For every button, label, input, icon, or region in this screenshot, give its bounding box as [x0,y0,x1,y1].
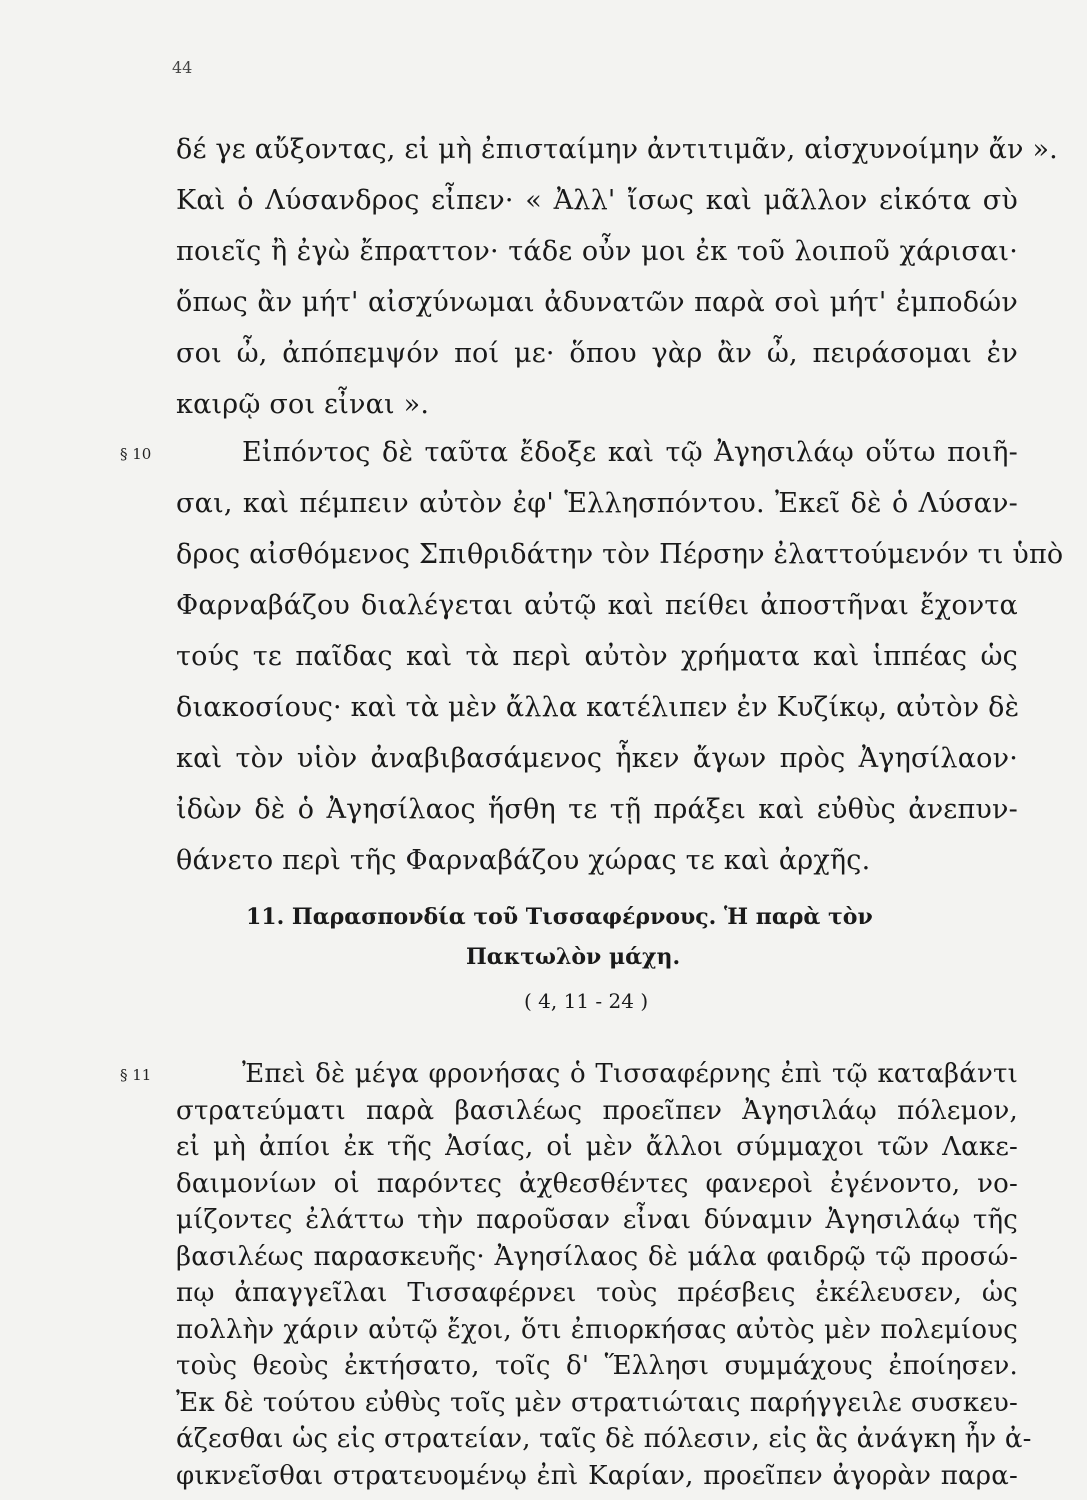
page-number: 44 [172,58,193,77]
chapter-reference: ( 4, 11 - 24 ) [524,989,649,1013]
chapter-heading: 11. Παρασπονδία τοῦ Τισσαφέρνους. Ἡ παρὰ τὸν [246,904,873,930]
text-line: εἰ μὴ ἀπίοι ἐκ τῆς Ἀσίας, οἱ μὲν ἄλλοι σύμμαχοι τῶν Λακε- [176,1132,1018,1162]
text-line: ποιεῖς ἢ ἐγὼ ἔπραττον· τάδε οὖν μοι ἐκ τοῦ λοιποῦ χάρισαι· [176,236,1018,267]
text-line: Φαρναβάζου διαλέγεται αὐτῷ καὶ πείθει ἀποστῆναι ἔχοντα [176,590,1018,621]
text-line: στρατεύματι παρὰ βασιλέως προεῖπεν Ἀγησιλάῳ πόλεμον, [176,1095,1018,1126]
text-line: Εἰπόντος δὲ ταῦτα ἔδοξε καὶ τῷ Ἀγησιλάῳ οὕτω ποιῆ- [242,437,1018,468]
section-mark: § 10 [120,445,152,463]
text-line: καὶ τὸν υἱὸν ἀναβιβασάμενος ἧκεν ἄγων πρὸς Ἀγησίλαον· [176,743,1018,774]
text-line: φικνεῖσθαι στρατευομένῳ ἐπὶ Καρίαν, προεῖπεν ἀγορὰν παρα- [176,1460,1018,1491]
text-line: ὅπως ἂν μήτ' αἰσχύνωμαι ἀδυνατῶν παρὰ σοὶ μήτ' ἐμποδών [176,287,1018,318]
chapter-heading-continued: Πακτωλὸν μάχη. [466,944,681,970]
text-line: σαι, καὶ πέμπειν αὐτὸν ἐφ' Ἑλλησπόντου. Ἐκεῖ δὲ ὁ Λύσαν- [176,488,1018,519]
text-line: δέ γε αὔξοντας, εἰ μὴ ἐπισταίμην ἀντιτιμᾶν, αἰσχυνοίμην ἄν ». [176,134,1058,165]
text-line: δρος αἰσθόμενος Σπιθριδάτην τὸν Πέρσην ἐλαττούμενόν τι ὑπὸ [176,539,1064,570]
text-line: θάνετο περὶ τῆς Φαρναβάζου χώρας τε καὶ ἀρχῆς. [176,845,871,876]
text-line: σοι ὦ, ἀπόπεμψόν ποί με· ὅπου γὰρ ἂν ὦ, πειράσομαι ἐν [176,338,1018,369]
text-line: τούς τε παῖδας καὶ τὰ περὶ αὐτὸν χρήματα καὶ ἱππέας ὡς [176,641,1018,672]
text-line: Ἐκ δὲ τούτου εὐθὺς τοῖς μὲν στρατιώταις παρήγγειλε συσκευ- [176,1387,1018,1418]
text-line: καιρῷ σοι εἶναι ». [176,389,430,420]
text-line: πολλὴν χάριν αὐτῷ ἔχοι, ὅτι ἐπιορκήσας αὐτὸς μὲν πολεμίους [176,1314,1018,1345]
text-line: διακοσίους· καὶ τὰ μὲν ἄλλα κατέλιπεν ἐν Κυζίκῳ, αὐτὸν δὲ [176,692,1020,723]
text-line: Καὶ ὁ Λύσανδρος εἶπεν· « Ἀλλ' ἴσως καὶ μᾶλλον εἰκότα σὺ [176,185,1018,216]
text-line: μίζοντες ἐλάττω τὴν παροῦσαν εἶναι δύναμιν Ἀγησιλάῳ τῆς [176,1205,1018,1235]
text-line: βασιλέως παρασκευῆς· Ἀγησίλαος δὲ μάλα φαιδρῷ τῷ προσώ- [176,1241,1018,1272]
text-line: πῳ ἀπαγγεῖλαι Τισσαφέρνει τοὺς πρέσβεις ἐκέλευσεν, ὡς [176,1278,1018,1308]
section-mark: § 11 [120,1066,152,1084]
text-line: άζεσθαι ὡς εἰς στρατείαν, ταῖς δὲ πόλεσιν, εἰς ἃς ἀνάγκη ἦν ἀ- [176,1424,1032,1454]
text-line: Ἐπεὶ δὲ μέγα φρονήσας ὁ Τισσαφέρνης ἐπὶ τῷ καταβάντι [242,1059,1018,1089]
text-line: τοὺς θεοὺς ἐκτήσατο, τοῖς δ' Ἕλλησι συμμάχους ἐποίησεν. [176,1351,1018,1381]
text-line: δαιμονίων οἱ παρόντες ἀχθεσθέντες φανεροὶ ἐγένοντο, νο- [176,1168,1018,1199]
text-line: ἰδὼν δὲ ὁ Ἀγησίλαος ἥσθη τε τῇ πράξει καὶ εὐθὺς ἀνεπυν- [176,794,1018,825]
